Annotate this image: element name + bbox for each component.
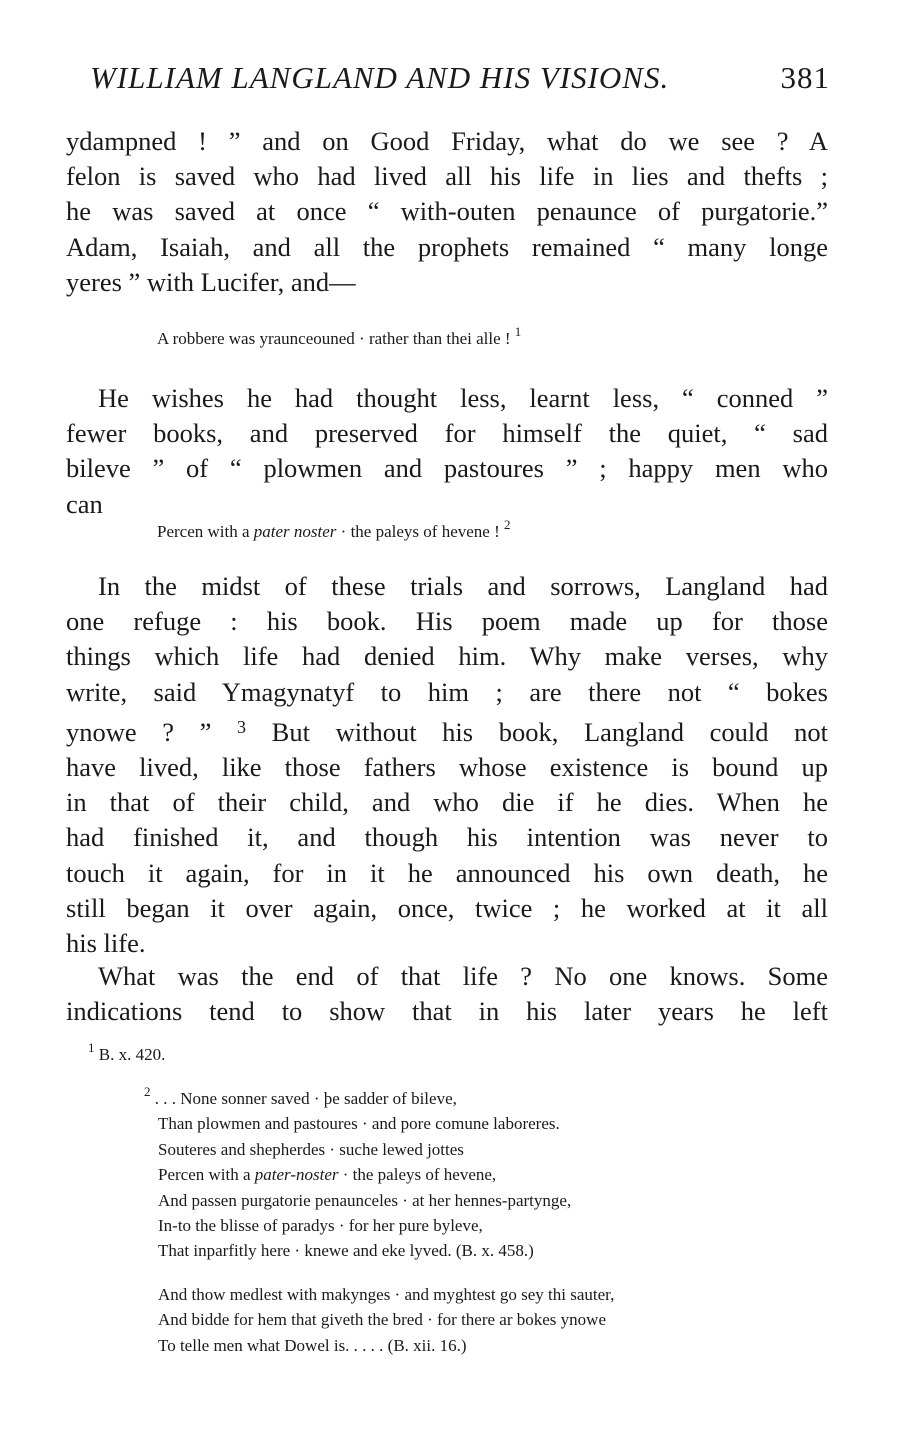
verse-text-suffix: · the paleys of hevene ! <box>340 522 500 541</box>
footnote-spacer <box>144 1264 614 1282</box>
text-segment: ynowe ? ” <box>66 716 212 747</box>
verse-text: A robbere was yraunceouned · rather than thei alle ! <box>157 329 511 348</box>
paragraph-3 <box>66 569 828 961</box>
footnote-line: Than plowmen and pastoures · and pore comune laboreres. <box>158 1114 560 1134</box>
footnote-line: And passen purgatorie penaunceles · at her hennes-partynge, <box>158 1190 572 1210</box>
verse-quote-1 <box>157 324 522 351</box>
text-line: write, said Ymagynatyf to him ; are there not “ bokes <box>66 676 828 707</box>
paragraph-2 <box>66 381 828 522</box>
verse-quote-2 <box>157 517 511 544</box>
footnote-line: And thow medlest with makynges · and myghtest go sey thi sauter, <box>158 1284 615 1304</box>
footnote-2 <box>144 1086 614 1358</box>
footnote-line: In-to the blisse of paradys · for her pure byleve, <box>158 1216 483 1236</box>
page-number: 381 <box>780 60 830 95</box>
footnote-line: To telle men what Dowel is. . . . . (B. xii. 16.) <box>158 1335 467 1355</box>
footnote-line <box>144 1162 614 1187</box>
footnote-ref-2: 2 <box>504 517 511 532</box>
text-segment: But without his book, Langland could not <box>271 716 829 747</box>
text-line: had finished it, and though his intention was never to <box>66 822 828 853</box>
text-line-with-note <box>66 710 828 750</box>
text-line: What was the end of that life ? No one knows. Some <box>98 961 828 991</box>
text-line: felon is saved who had lived all his life in lies and thefts ; <box>66 161 828 192</box>
footnote-italic: pater-noster <box>254 1165 339 1185</box>
text-line: bileve ” of “ plowmen and pastoures ” ; happy men who <box>66 453 828 484</box>
text-line: In the midst of these trials and sorrows, Langland had <box>98 571 828 601</box>
text-line: can <box>66 488 103 519</box>
text-line: have lived, like those fathers whose existence is bound up <box>66 752 828 783</box>
text-line: in that of their child, and who die if he dies. When he <box>66 787 828 818</box>
text-line: indications tend to show that in his later years he left <box>66 996 828 1027</box>
text-line: he was saved at once “ with-outen penaunce of purgatorie.” <box>66 196 828 227</box>
footnote-ref-1: 1 <box>514 324 522 339</box>
footnote-mark: 1 <box>88 1040 95 1055</box>
verse-text-italic: pater noster <box>253 522 337 541</box>
text-line: ydampned ! ” and on Good Friday, what do we see ? A <box>66 126 828 156</box>
footnote-line: Souteres and shepherdes · suche lewed jottes <box>158 1139 464 1159</box>
footnote-1 <box>88 1042 165 1067</box>
footnote-line: And bidde for hem that giveth the bred · for there ar bokes ynowe <box>158 1310 606 1330</box>
verse-text-prefix: Percen with a <box>157 522 250 541</box>
footnote-ref-3: 3 <box>237 716 247 737</box>
footnote-line: That inparfitly here · knewe and eke lyved. (B. x. 458.) <box>158 1241 534 1261</box>
text-line: things which life had denied him. Why make verses, why <box>66 641 828 672</box>
text-line: Adam, Isaiah, and all the prophets remained “ many longe <box>66 231 828 262</box>
footnote-text: Percen with a <box>158 1165 251 1185</box>
footnote-text: B. x. 420. <box>98 1045 166 1064</box>
text-line: He wishes he had thought less, learnt less, “ conned ” <box>98 383 828 413</box>
footnote-line <box>144 1086 614 1111</box>
text-line: touch it again, for in it he announced his own death, he <box>66 857 828 888</box>
text-line: fewer books, and preserved for himself the quiet, “ sad <box>66 418 828 449</box>
running-header <box>90 60 830 100</box>
running-title: WILLIAM LANGLAND AND HIS VISIONS. <box>90 60 670 95</box>
text-line: his life. <box>66 928 146 959</box>
footnote-text: . . . None sonner saved · þe sadder of bileve, <box>154 1089 457 1108</box>
footnote-text: · the paleys of hevene, <box>342 1165 497 1185</box>
footnote-mark: 2 <box>144 1084 151 1099</box>
text-line: yeres ” with Lucifer, and— <box>66 266 356 297</box>
text-line: still began it over again, once, twice ; he worked at it all <box>66 892 828 923</box>
paragraph-4 <box>66 959 828 1029</box>
paragraph-1 <box>66 124 828 300</box>
text-line: one refuge : his book. His poem made up for those <box>66 606 828 637</box>
